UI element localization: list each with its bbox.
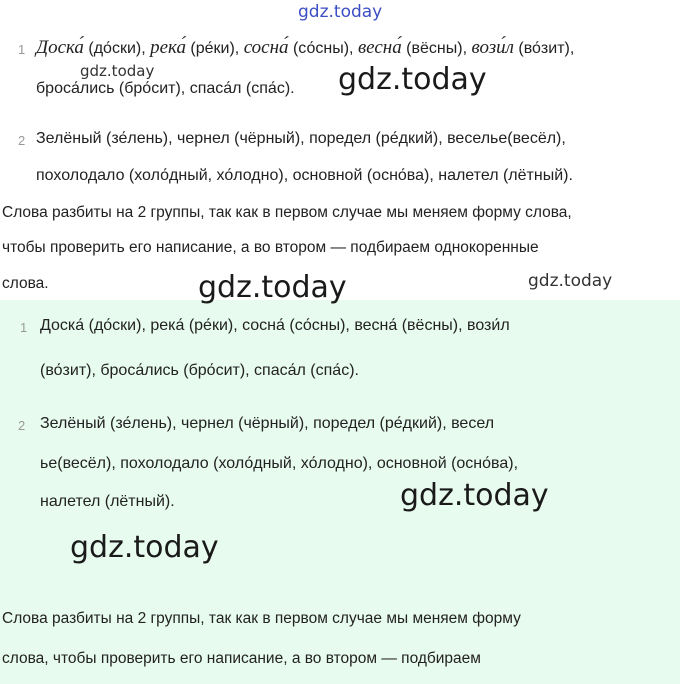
watermark: gdz.today [528,271,613,291]
watermark: gdz.today [80,62,155,80]
watermark: gdz.today [198,270,347,305]
exercise-number: 2 [18,418,26,433]
explanation-line: слова, чтобы проверить его написание, а во втором — подбираем [2,650,481,667]
explanation-line: слова. [2,275,49,292]
explanation-line: чтобы проверить его написание, а во втором — подбираем однокоренные [2,239,539,256]
exercise-2-line-2: ье(весёл), похолодало (холо́дный, хо́лодно), основной (осно́ва), [40,455,519,472]
exercise-2-line-3: налетел (лётный). [40,493,175,510]
watermark: gdz.today [400,478,549,513]
exercise-1-line-1: Доска́ (до́ски), река́ (ре́ки), сосна́ (со́сны), весна́ (вёсны), вози́л [40,317,510,334]
word: Доска́ [36,37,84,58]
exercise-2-line-1: Зелёный (зе́лень), чернел (чёрный), поредел (ре́дкий), весел [40,415,495,432]
exercise-number: 1 [20,320,28,335]
explanation-line: Слова разбиты на 2 группы, так как в первом случае мы меняем форму [2,610,521,627]
exercise-1-line-2: броса́лись (бро́сит), спаса́л (спа́с). [36,80,295,97]
exercise-number: 2 [18,133,26,148]
exercise-2-line-2: похолодало (холо́дный, хо́лодно), основной (осно́ва), налетел (лётный). [36,167,573,184]
watermark: gdz.today [70,530,219,565]
exercise-1-line-1: Доска́ (до́ски), река́ (ре́ки), сосна́ (со́сны), весна́ (вёсны), вози́л (во́зит), [36,37,575,58]
exercise-1-line-2: (во́зит), броса́лись (бро́сит), спаса́л (спа́с). [40,362,359,379]
watermark: gdz.today [338,62,487,97]
exercise-2-line-1: Зелёный (зе́лень), чернел (чёрный), поредел (ре́дкий), веселье(весёл), [36,130,566,147]
watermark-top: gdz.today [298,2,383,22]
exercise-number: 1 [18,42,26,57]
explanation-line: Слова разбиты на 2 группы, так как в первом случае мы меняем форму слова, [2,204,572,221]
